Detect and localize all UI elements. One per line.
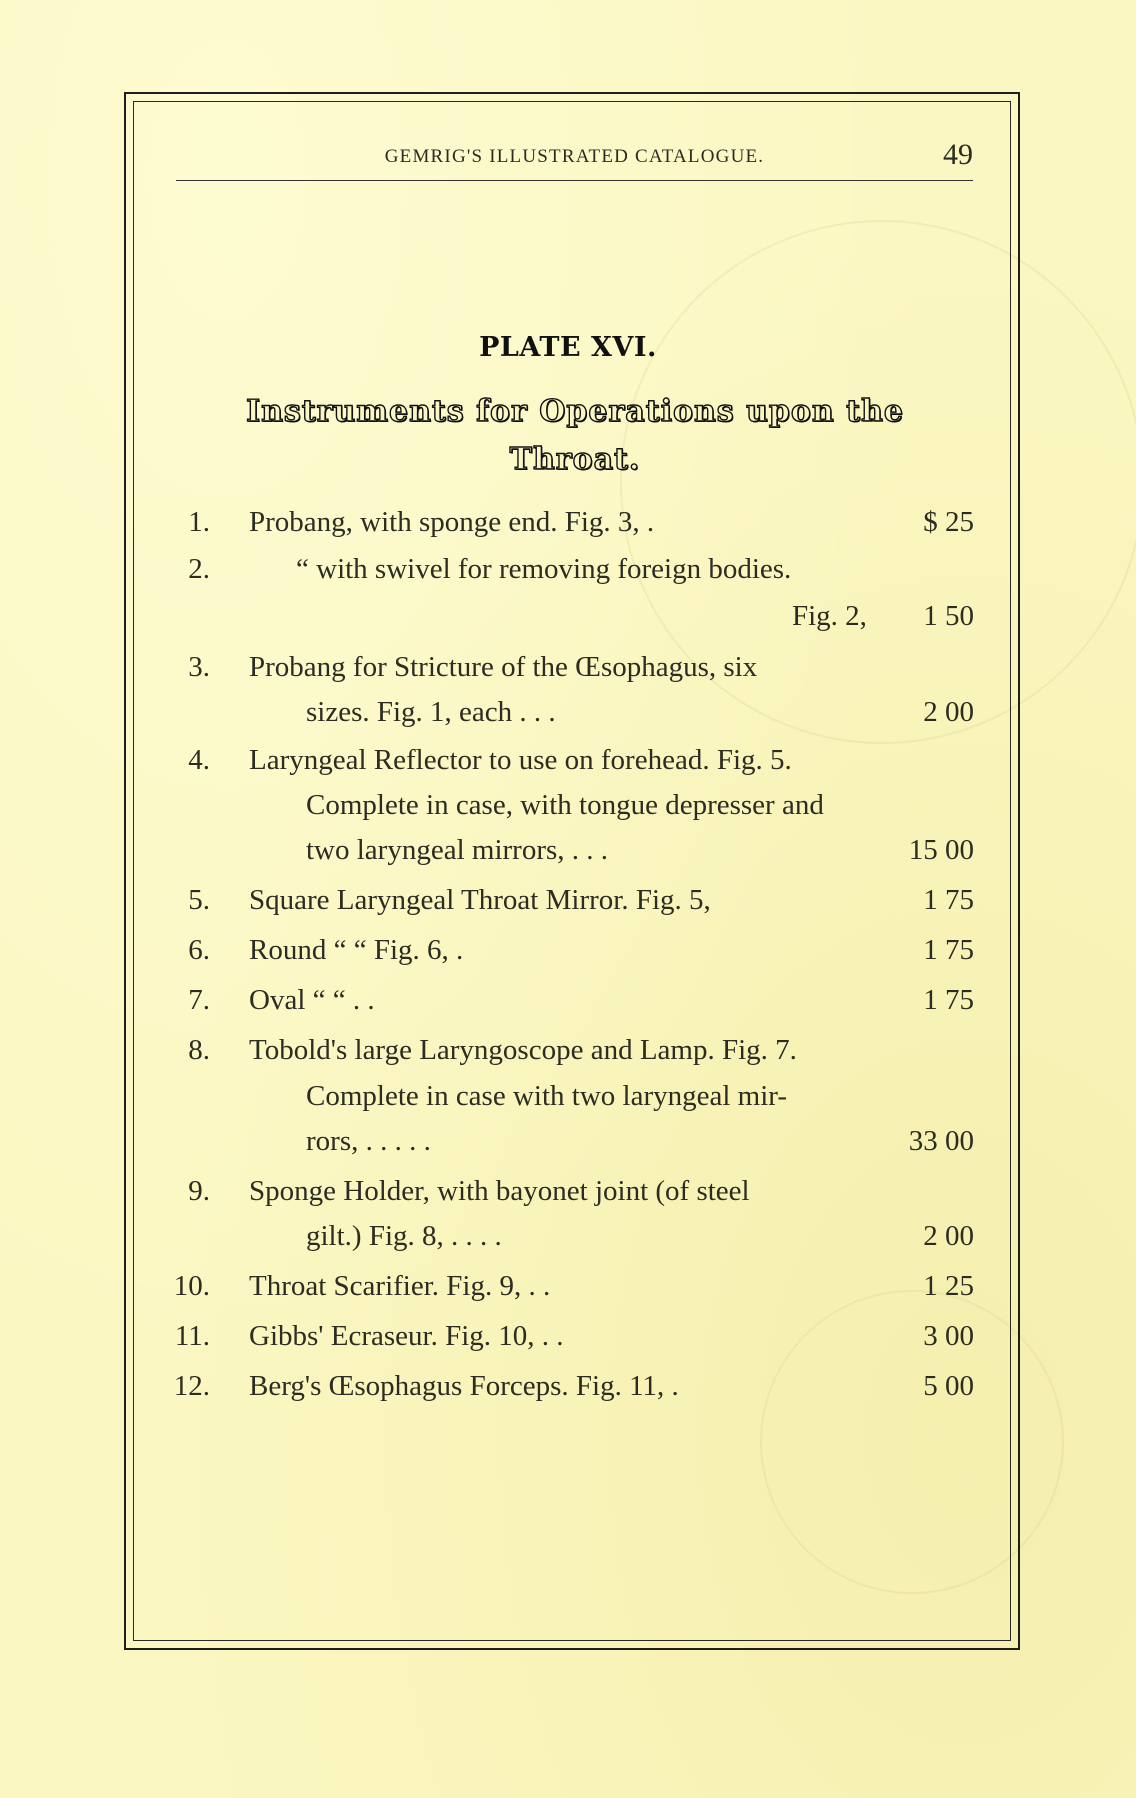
item-text: Berg's Œsophagus Forceps. Fig. 11, . xyxy=(249,1370,679,1402)
item-price: 3 00 xyxy=(923,1320,974,1352)
heading-line-2: Throat. xyxy=(509,442,641,477)
item-text: Complete in case, with tongue depresser and xyxy=(306,789,824,821)
item-text: sizes. Fig. 1, each . . . xyxy=(306,696,556,728)
item-number: 5. xyxy=(188,884,210,916)
item-text: Throat Scarifier. Fig. 9, . . xyxy=(249,1270,551,1302)
item-text: Tobold's large Laryngoscope and Lamp. Fig. 7. xyxy=(249,1034,797,1066)
item-number: 1. xyxy=(188,506,210,538)
item-price: 33 00 xyxy=(908,1125,974,1157)
item-text: “ with swivel for removing foreign bodies. xyxy=(296,553,792,585)
item-price: 1 75 xyxy=(923,884,974,916)
running-title: GEMRIG'S ILLUSTRATED CATALOGUE. xyxy=(384,146,765,167)
item-text: Gibbs' Ecraseur. Fig. 10, . . xyxy=(249,1320,564,1352)
item-text: Laryngeal Reflector to use on forehead. Fig. 5. xyxy=(249,744,792,776)
item-number: 11. xyxy=(174,1320,210,1352)
item-number: 9. xyxy=(188,1175,210,1207)
item-text: rors, . . . . . xyxy=(306,1125,431,1157)
item-text: Fig. 2, xyxy=(792,600,867,632)
item-price: $ 25 xyxy=(923,506,974,538)
item-price: 1 75 xyxy=(923,984,974,1016)
item-price: 1 75 xyxy=(923,934,974,966)
item-number: 6. xyxy=(188,934,210,966)
item-price: 5 00 xyxy=(923,1370,974,1402)
item-number: 12. xyxy=(173,1370,210,1402)
item-number: 3. xyxy=(188,651,210,683)
heading-line-1: Instruments for Operations upon the xyxy=(246,394,904,429)
item-price: 15 00 xyxy=(908,834,974,866)
item-text: Round “ “ Fig. 6, . xyxy=(249,934,464,966)
item-number: 7. xyxy=(188,984,210,1016)
item-price: 2 00 xyxy=(923,696,974,728)
item-number: 8. xyxy=(188,1034,210,1066)
item-text: gilt.) Fig. 8, . . . . xyxy=(306,1220,502,1252)
item-number: 2. xyxy=(188,553,210,585)
item-text: Probang, with sponge end. Fig. 3, . xyxy=(249,506,655,538)
item-price: 2 00 xyxy=(923,1220,974,1252)
item-text: Probang for Stricture of the Œsophagus, six xyxy=(249,651,758,683)
item-text: Sponge Holder, with bayonet joint (of steel xyxy=(249,1175,750,1207)
item-text: two laryngeal mirrors, . . . xyxy=(306,834,609,866)
page-number: 49 xyxy=(943,138,973,171)
item-number: 4. xyxy=(188,744,210,776)
item-text: Square Laryngeal Throat Mirror. Fig. 5, xyxy=(249,884,711,916)
item-price: 1 25 xyxy=(923,1270,974,1302)
item-text: Complete in case with two laryngeal mir- xyxy=(306,1080,788,1112)
item-number: 10. xyxy=(173,1270,210,1302)
plate-title: PLATE XVI. xyxy=(479,332,657,363)
item-text: Oval “ “ . . xyxy=(249,984,375,1016)
item-price: 1 50 xyxy=(923,600,974,632)
